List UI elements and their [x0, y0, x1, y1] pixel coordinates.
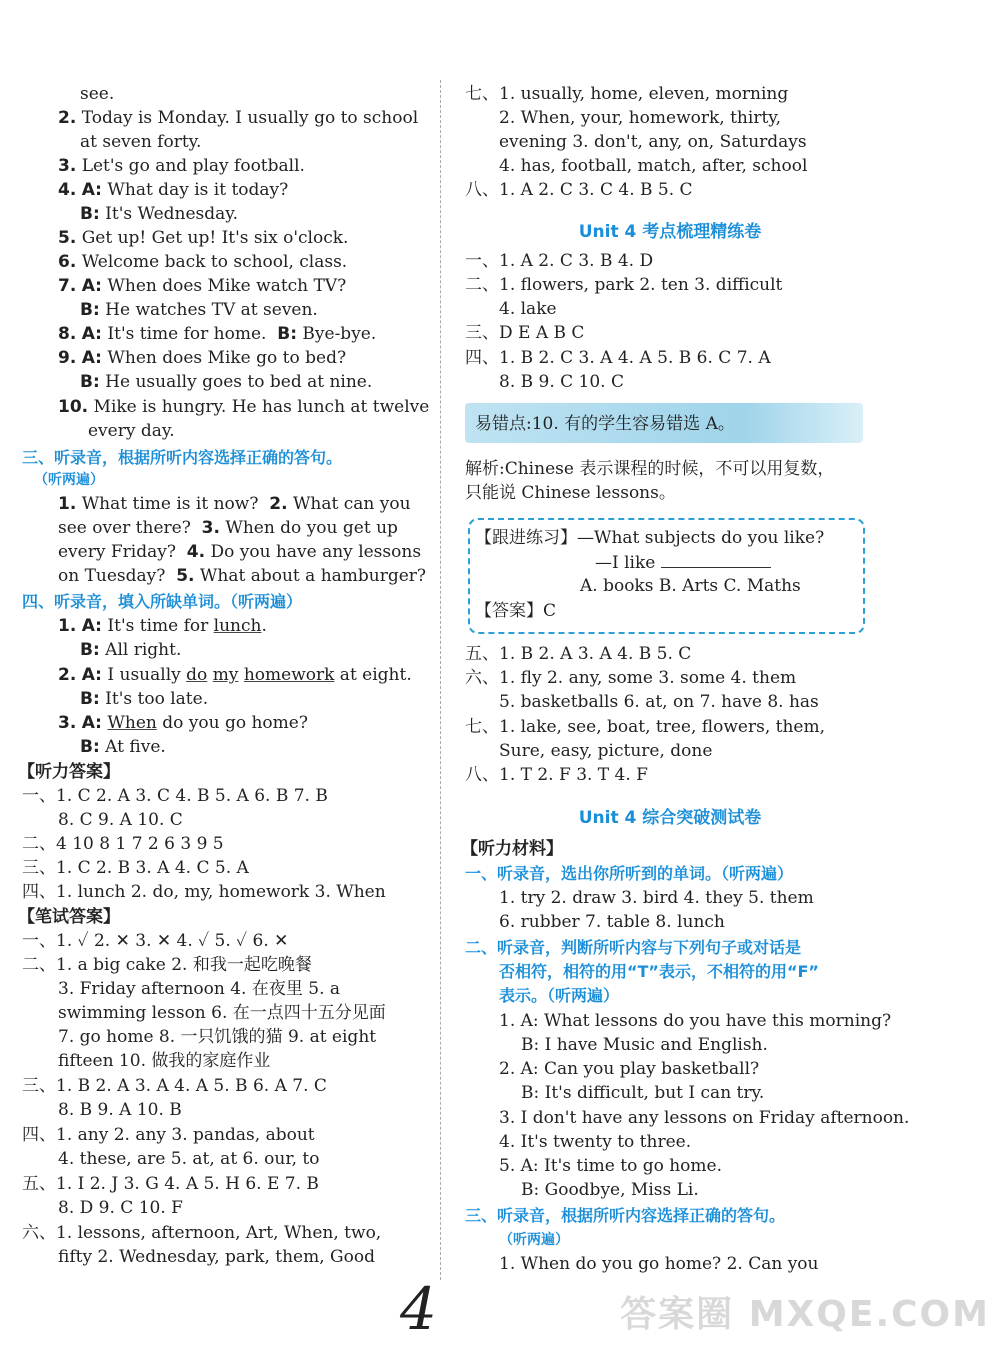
- answer-line: fifty 2. Wednesday, park, them, Good: [58, 1247, 375, 1267]
- answer-line: evening 3. don't, any, on, Saturdays: [499, 132, 807, 152]
- text-line: 2. Today is Monday. I usually go to school: [58, 108, 419, 128]
- page-number: 4: [400, 1275, 437, 1343]
- error-note-text: 易错点:10. 有的学生容易错选 A。: [475, 414, 735, 434]
- text-line: 1. try 2. draw 3. bird 4. they 5. them: [499, 888, 814, 908]
- text-line: 9. A: When does Mike go to bed?: [58, 348, 347, 368]
- text-line: 7. A: When does Mike watch TV?: [58, 276, 347, 296]
- text-line: 1. When do you go home? 2. Can you: [499, 1254, 819, 1274]
- text-line: 6. Welcome back to school, class.: [58, 252, 348, 272]
- answer-line: 8. B 9. A 10. B: [58, 1100, 182, 1120]
- text-line: B: It's difficult, but I can try.: [521, 1083, 765, 1103]
- unit-title: Unit 4 综合突破测试卷: [578, 808, 762, 828]
- text-line: 10. Mike is hungry. He has lunch at twelve: [58, 397, 430, 417]
- text-line: B: At five.: [80, 737, 166, 757]
- section-heading: 三、听录音，根据所听内容选择正确的答句。: [465, 1206, 786, 1225]
- section-heading: 三、听录音，根据所听内容选择正确的答句。: [22, 448, 343, 467]
- text-line: 5. Get up! Get up! It's six o'clock.: [58, 228, 349, 248]
- answer-line: 二、1. flowers, park 2. ten 3. difficult: [465, 275, 783, 295]
- unit-title: Unit 4 考点梳理精练卷: [578, 222, 762, 242]
- text-line: at seven forty.: [80, 132, 202, 152]
- text-line: 1. What time is it now? 2. What can you: [58, 494, 411, 514]
- answer-line: Sure, easy, picture, done: [499, 741, 713, 761]
- answer-line: 三、1. B 2. A 3. A 4. A 5. B 6. A 7. C: [22, 1076, 327, 1096]
- answer-line: 八、1. T 2. F 3. T 4. F: [465, 765, 648, 785]
- answer-line: 五、1. B 2. A 3. A 4. B 5. C: [465, 644, 692, 664]
- answer-line: 四、1. lunch 2. do, my, homework 3. When: [22, 882, 386, 902]
- answer-line: 四、1. any 2. any 3. pandas, about: [22, 1125, 315, 1145]
- text-line: 8. A: It's time for home. B: Bye-bye.: [58, 324, 377, 344]
- answer-line: 六、1. fly 2. any, some 3. some 4. them: [465, 668, 797, 688]
- section-heading: 一、听录音，选出你所听到的单词。（听两遍）: [465, 864, 794, 883]
- answer-line: 8. C 9. A 10. C: [58, 810, 183, 830]
- answer-line: 5. basketballs 6. at, on 7. have 8. has: [499, 692, 819, 712]
- explanation-line: 只能说 Chinese lessons。: [465, 483, 676, 503]
- explanation-line: 解析:Chinese 表示课程的时候，不可以用复数，: [465, 459, 835, 479]
- answer-line: 六、1. lessons, afternoon, Art, When, two,: [22, 1223, 382, 1243]
- answer-line: fifteen 10. 做我的家庭作业: [58, 1051, 271, 1071]
- section-heading: 否相符，相符的用“T”表示，不相符的用“F”: [499, 962, 819, 981]
- column-divider: [440, 80, 441, 1280]
- answer-line: swimming lesson 6. 在一点四十五分见面: [58, 1003, 386, 1023]
- section-heading: 表示。（听两遍）: [499, 986, 620, 1005]
- text-line: 4. It's twenty to three.: [499, 1132, 692, 1152]
- answer-line: 三、1. C 2. B 3. A 4. C 5. A: [22, 858, 249, 878]
- text-line: every Friday? 4. Do you have any lessons: [58, 542, 422, 562]
- answer-line: 三、D E A B C: [465, 323, 585, 343]
- text-line: 3. Let's go and play football.: [58, 156, 305, 176]
- section-note: （听两遍）: [499, 1232, 569, 1248]
- text-line: B: All right.: [80, 640, 182, 660]
- material-heading: 【听力材料】: [461, 839, 563, 859]
- answer-line: 一、1. ✓ 2. ✕ 3. ✕ 4. ✓ 5. ✓ 6. ✕: [22, 931, 289, 951]
- answer-line: 3. Friday afternoon 4. 在夜里 5. a: [58, 979, 341, 999]
- answer-line: 4. lake: [499, 299, 557, 319]
- practice-options: A. books B. Arts C. Maths: [580, 576, 801, 596]
- text-line: 2. A: Can you play basketball?: [499, 1059, 760, 1079]
- text-line: B: He watches TV at seven.: [80, 300, 318, 320]
- answer-line: 二、1. a big cake 2. 和我一起吃晚餐: [22, 955, 312, 975]
- text-line: B: He usually goes to bed at nine.: [80, 372, 373, 392]
- text-line: 5. A: It's time to go home.: [499, 1156, 722, 1176]
- text-line: B: Goodbye, Miss Li.: [521, 1180, 699, 1200]
- text-line: see over there? 3. When do you get up: [58, 518, 398, 538]
- answer-line: 8. D 9. C 10. F: [58, 1198, 183, 1218]
- text-line: B: I have Music and English.: [521, 1035, 768, 1055]
- text-line: 1. A: What lessons do you have this morning?: [499, 1011, 892, 1031]
- practice-line: 【跟进练习】—What subjects do you like?: [475, 528, 825, 548]
- watermark-logo: 答案圈 MXQE.COM: [620, 1294, 990, 1335]
- answer-line: 8. B 9. C 10. C: [499, 372, 625, 392]
- section-note: （听两遍）: [34, 472, 104, 488]
- answer-line: 2. When, your, homework, thirty,: [499, 108, 782, 128]
- text-line: every day.: [88, 421, 175, 441]
- answer-line: 二、4 10 8 1 7 2 6 3 9 5: [22, 834, 224, 854]
- answer-line: 五、1. I 2. J 3. G 4. A 5. H 6. E 7. B: [22, 1174, 319, 1194]
- text-line: 3. A: When do you go home?: [58, 713, 308, 733]
- text-line: see.: [80, 84, 115, 104]
- answer-heading: 【笔试答案】: [18, 907, 120, 927]
- answer-line: 4. has, football, match, after, school: [499, 156, 808, 176]
- text-line: B: It's too late.: [80, 689, 209, 709]
- text-line: 3. I don't have any lessons on Friday afternoon.: [499, 1108, 910, 1128]
- text-line: B: It's Wednesday.: [80, 204, 239, 224]
- answer-line: 一、1. C 2. A 3. C 4. B 5. A 6. B 7. B: [22, 786, 328, 806]
- answer-line: 七、1. usually, home, eleven, morning: [465, 84, 789, 104]
- answer-heading: 【听力答案】: [18, 762, 120, 782]
- section-heading: 二、听录音，判断所听内容与下列句子或对话是: [465, 938, 802, 957]
- answer-line: 7. go home 8. 一只饥饿的猫 9. at eight: [58, 1027, 377, 1047]
- answer-line: 一、1. A 2. C 3. B 4. D: [465, 251, 654, 271]
- section-heading: 四、听录音，填入所缺单词。（听两遍）: [22, 592, 303, 611]
- answer-line: 八、1. A 2. C 3. C 4. B 5. C: [465, 180, 693, 200]
- text-line: on Tuesday? 5. What about a hamburger?: [58, 566, 427, 586]
- text-line: 6. rubber 7. table 8. lunch: [499, 912, 725, 932]
- answer-line: 四、1. B 2. C 3. A 4. A 5. B 6. C 7. A: [465, 348, 771, 368]
- answer-line: 七、1. lake, see, boat, tree, flowers, them,: [465, 717, 826, 737]
- text-line: 4. A: What day is it today?: [58, 180, 289, 200]
- practice-answer: 【答案】C: [475, 601, 557, 621]
- answer-line: 4. these, are 5. at, at 6. our, to: [58, 1149, 320, 1169]
- practice-line: —I like: [595, 551, 771, 574]
- text-line: 1. A: It's time for lunch.: [58, 616, 267, 636]
- text-line: 2. A: I usually do my homework at eight.: [58, 665, 412, 685]
